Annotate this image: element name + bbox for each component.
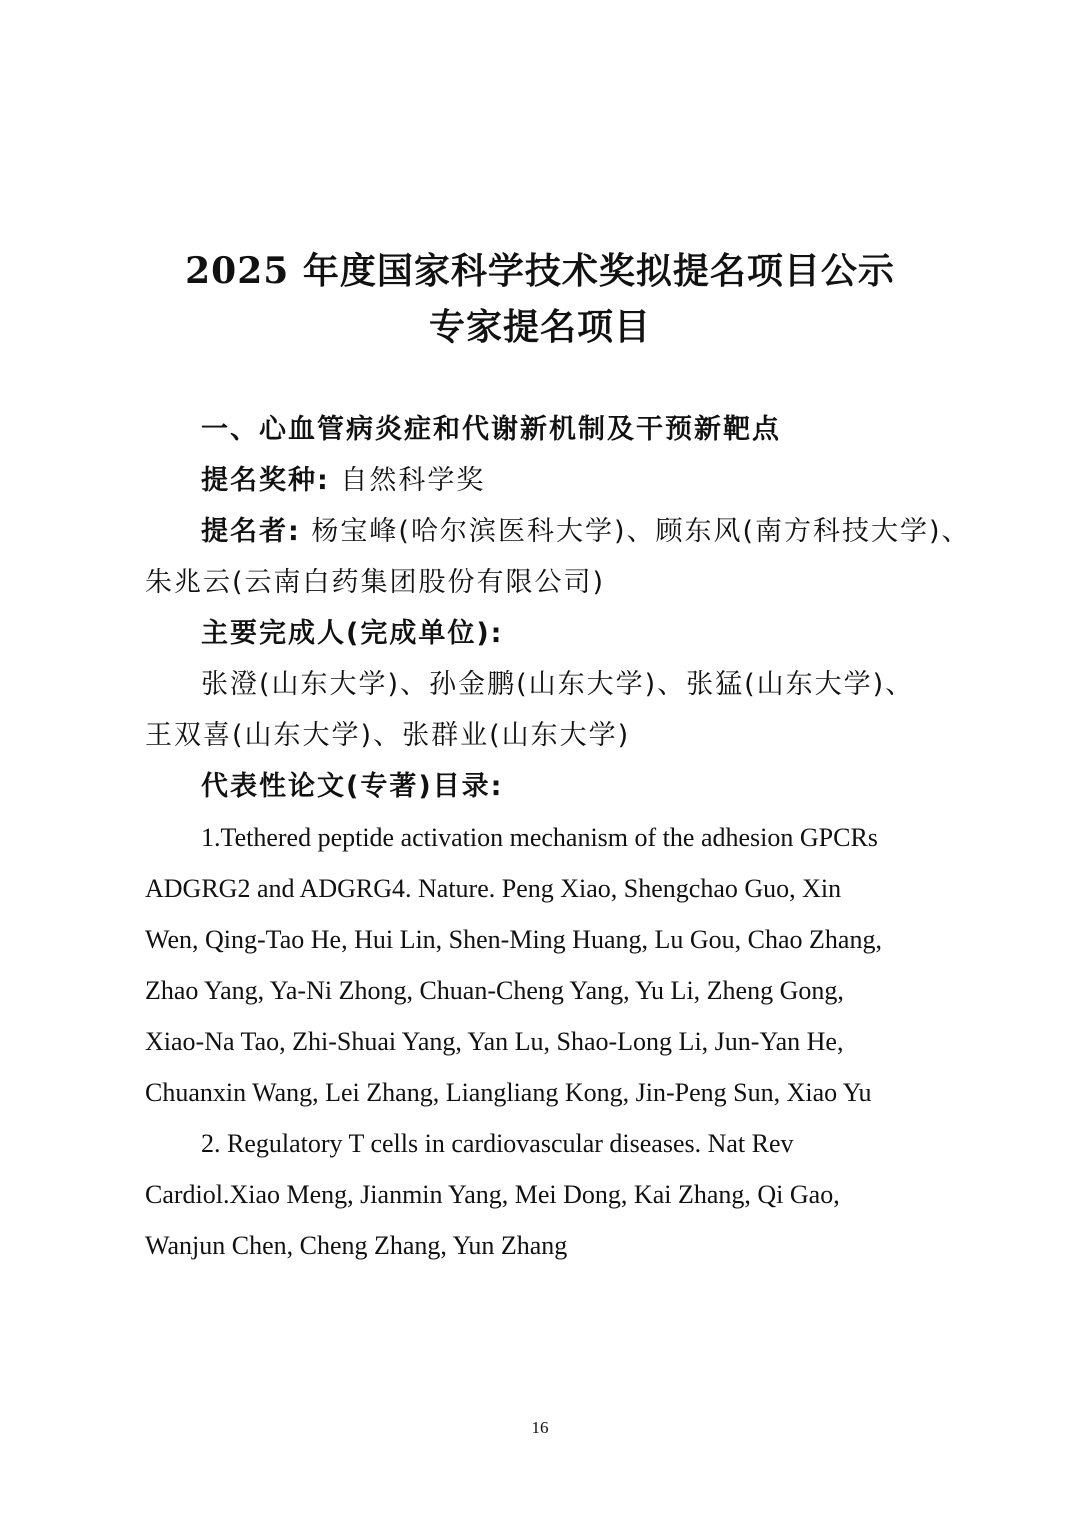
award-type-value: 自然科学奖 [340, 465, 486, 496]
papers-label: 代表性论文(专著)目录: [201, 771, 504, 802]
nominators-row [201, 512, 971, 552]
section-heading: 一、心血管病炎症和代谢新机制及干预新靶点 [201, 414, 781, 445]
document-title: 2025 年度国家科学技术奖拟提名项目公示 [185, 250, 895, 292]
main-contributors-line: 张澄(山东大学)、孙金鹏(山东大学)、张猛(山东大学)、 [201, 669, 915, 700]
paper-1-line: ADGRG2 and ADGRG4. Nature. Peng Xiao, Shengchao Guo, Xin [145, 874, 842, 903]
paper-2-line: Cardiol.Xiao Meng, Jianmin Yang, Mei Dong, Kai Zhang, Qi Gao, [145, 1180, 840, 1209]
paper-1-line: Xiao-Na Tao, Zhi-Shuai Yang, Yan Lu, Shao-Long Li, Jun-Yan He, [145, 1027, 844, 1056]
paper-1-line: Wen, Qing-Tao He, Hui Lin, Shen-Ming Huang, Lu Gou, Chao Zhang, [145, 925, 882, 954]
paper-2-line: 2. Regulatory T cells in cardiovascular diseases. Nat Rev [201, 1129, 794, 1158]
nominators-label: 提名者: [201, 516, 301, 547]
paper-1-line: 1.Tethered peptide activation mechanism of the adhesion GPCRs [201, 823, 878, 852]
nominators-value: 杨宝峰(哈尔滨医科大学)、顾东风(南方科技大学)、 [311, 516, 971, 547]
award-type-row [201, 461, 951, 501]
nominators-continued: 朱兆云(云南白药集团股份有限公司) [145, 567, 606, 598]
document-subtitle: 专家提名项目 [428, 306, 651, 348]
page-number: 16 [531, 1418, 549, 1437]
paper-2-line: Wanjun Chen, Cheng Zhang, Yun Zhang [145, 1231, 568, 1260]
main-contributors-line: 王双喜(山东大学)、张群业(山东大学) [145, 720, 631, 751]
award-type-label: 提名奖种: [201, 465, 330, 496]
main-contributors-label: 主要完成人(完成单位): [201, 618, 504, 649]
paper-1-line: Zhao Yang, Ya-Ni Zhong, Chuan-Cheng Yang, Yu Li, Zheng Gong, [145, 976, 844, 1005]
paper-1-line: Chuanxin Wang, Lei Zhang, Liangliang Kong, Jin-Peng Sun, Xiao Yu [145, 1078, 872, 1107]
